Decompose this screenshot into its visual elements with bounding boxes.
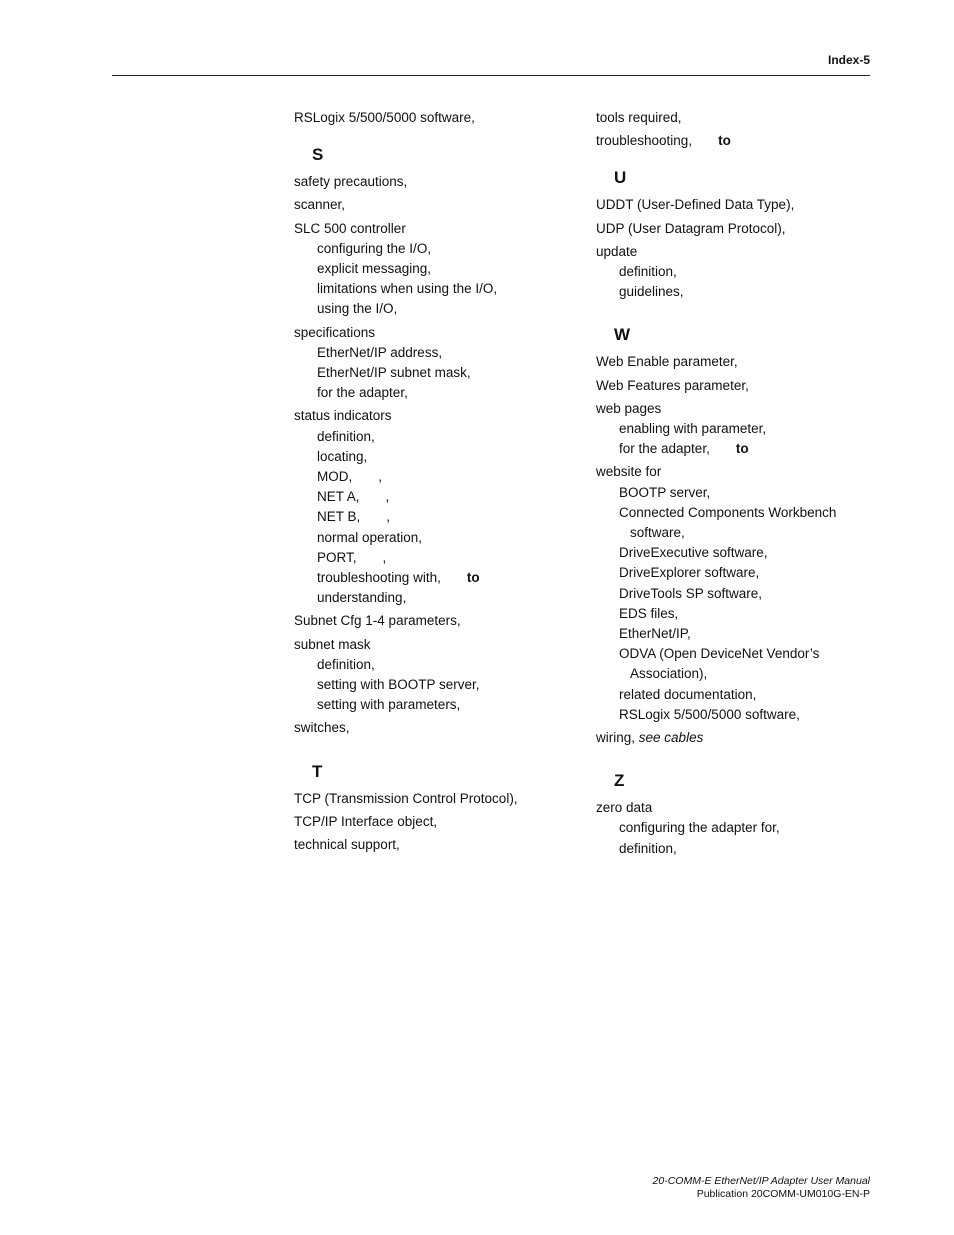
index-term: Subnet Cfg 1-4 parameters, [294, 613, 461, 629]
index-subterm [294, 568, 554, 588]
index-entry [596, 798, 856, 859]
subterm-range-to: to [735, 441, 749, 457]
index-subterm: DriveTools SP software, [619, 585, 763, 601]
index-subterm: setting with BOOTP server, [317, 677, 480, 693]
index-entry [294, 789, 554, 809]
index-letter-z: Z [614, 771, 625, 791]
index-entry [596, 376, 856, 396]
index-subterm: locating, [317, 448, 368, 464]
see-reference: see cables [638, 730, 704, 746]
index-column-left [294, 108, 554, 858]
index-entry [596, 131, 856, 151]
index-column-right [596, 108, 856, 862]
header-rule [112, 75, 870, 76]
index-term: UDP (User Datagram Protocol), [596, 220, 786, 236]
index-term [596, 728, 856, 748]
index-entry [596, 195, 856, 215]
index-letter-w: W [614, 325, 631, 345]
publication-number: Publication 20COMM-UM010G-EN-P [696, 1188, 870, 1200]
term-range-to: to [718, 133, 731, 149]
index-subterm: explicit messaging, [317, 261, 432, 277]
subterm-text: troubleshooting with, [317, 570, 441, 586]
index-term: update [596, 243, 638, 259]
index-subterm: EtherNet/IP, [619, 626, 691, 642]
index-term: zero data [596, 800, 653, 816]
index-subterm: EtherNet/IP subnet mask, [317, 365, 471, 381]
index-entry [596, 219, 856, 239]
index-subterm [294, 467, 554, 487]
page-label: Index-5 [827, 53, 870, 67]
index-subterm: definition, [619, 264, 677, 280]
index-entry [294, 108, 554, 128]
index-term: Web Features parameter, [596, 377, 749, 393]
index-entry [294, 635, 554, 716]
index-subterm: ODVA (Open DeviceNet Vendor’s Association), [619, 646, 820, 682]
index-subterm: Connected Components Workbench software, [619, 504, 837, 541]
index-entry [596, 108, 856, 128]
page-footer [653, 1175, 870, 1201]
index-subterm: configuring the I/O, [317, 240, 432, 256]
index-entry [596, 399, 856, 460]
index-subterm: definition, [317, 656, 375, 672]
index-subterm: definition, [317, 428, 375, 444]
index-subterm [294, 548, 554, 568]
index-subterm: understanding, [317, 590, 407, 606]
index-letter-u: U [614, 168, 627, 188]
subterm-separator: , [382, 549, 387, 565]
index-term: subnet mask [294, 636, 371, 652]
index-entry [596, 242, 856, 303]
index-subterm: DriveExecutive software, [619, 545, 768, 561]
index-entry [294, 611, 554, 631]
index-term: UDDT (User-Defined Data Type), [596, 197, 795, 213]
index-term: website for [596, 464, 662, 480]
index-subterm: RSLogix 5/500/5000 software, [619, 706, 800, 722]
term-text: troubleshooting, [596, 133, 693, 149]
index-entry [596, 352, 856, 372]
index-subterm: EtherNet/IP address, [317, 344, 443, 360]
subterm-text: NET B, [317, 509, 361, 525]
index-entry [596, 462, 856, 725]
subterm-text: for the adapter, [619, 441, 710, 457]
subterm-text: PORT, [317, 549, 357, 565]
index-subterm: for the adapter, [317, 385, 408, 401]
index-entry [294, 406, 554, 608]
term-text: wiring, [596, 730, 636, 746]
subterm-text: NET A, [317, 489, 360, 505]
index-subterm: BOOTP server, [619, 484, 711, 500]
index-entry [294, 812, 554, 832]
index-entry [596, 728, 856, 748]
index-term: Web Enable parameter, [596, 354, 738, 370]
index-entry [294, 835, 554, 855]
index-subterm: setting with parameters, [317, 697, 461, 713]
index-term: SLC 500 controller [294, 220, 406, 236]
index-entry [294, 195, 554, 215]
index-subterm: definition, [619, 840, 677, 856]
subterm-range-to: to [466, 570, 480, 586]
index-term: tools required, [596, 110, 682, 125]
index-term: safety precautions, [294, 174, 408, 190]
index-term: technical support, [294, 837, 400, 853]
subterm-text: MOD, [317, 469, 353, 485]
index-subterm [294, 507, 554, 527]
index-subterm [596, 439, 856, 459]
index-term: scanner, [294, 197, 346, 213]
index-subterm: related documentation, [619, 686, 757, 702]
index-subterm: EDS files, [619, 605, 679, 621]
index-term [596, 131, 856, 151]
index-subterm: normal operation, [317, 529, 423, 545]
manual-title: 20-COMM-E EtherNet/IP Adapter User Manual [652, 1175, 870, 1187]
index-subterm: configuring the adapter for, [619, 820, 780, 836]
index-subterm: enabling with parameter, [619, 421, 767, 437]
index-term: TCP/IP Interface object, [294, 813, 438, 829]
index-term: TCP (Transmission Control Protocol), [294, 790, 518, 806]
index-letter-s: S [312, 145, 324, 165]
index-subterm: DriveExplorer software, [619, 565, 760, 581]
index-term: specifications [294, 324, 376, 340]
index-term: status indicators [294, 408, 392, 424]
index-entry [294, 718, 554, 738]
index-subterm: limitations when using the I/O, [317, 281, 498, 297]
index-term: RSLogix 5/500/5000 software, [294, 110, 475, 125]
subterm-separator: , [386, 509, 391, 525]
subterm-separator: , [385, 489, 390, 505]
subterm-separator: , [378, 469, 383, 485]
index-term: switches, [294, 720, 350, 736]
index-letter-t: T [312, 761, 323, 781]
index-term: web pages [596, 400, 662, 416]
index-subterm: guidelines, [619, 284, 684, 300]
index-entry [294, 323, 554, 404]
index-subterm: using the I/O, [317, 301, 398, 317]
index-entry [294, 219, 554, 320]
index-entry [294, 172, 554, 192]
index-subterm [294, 487, 554, 507]
